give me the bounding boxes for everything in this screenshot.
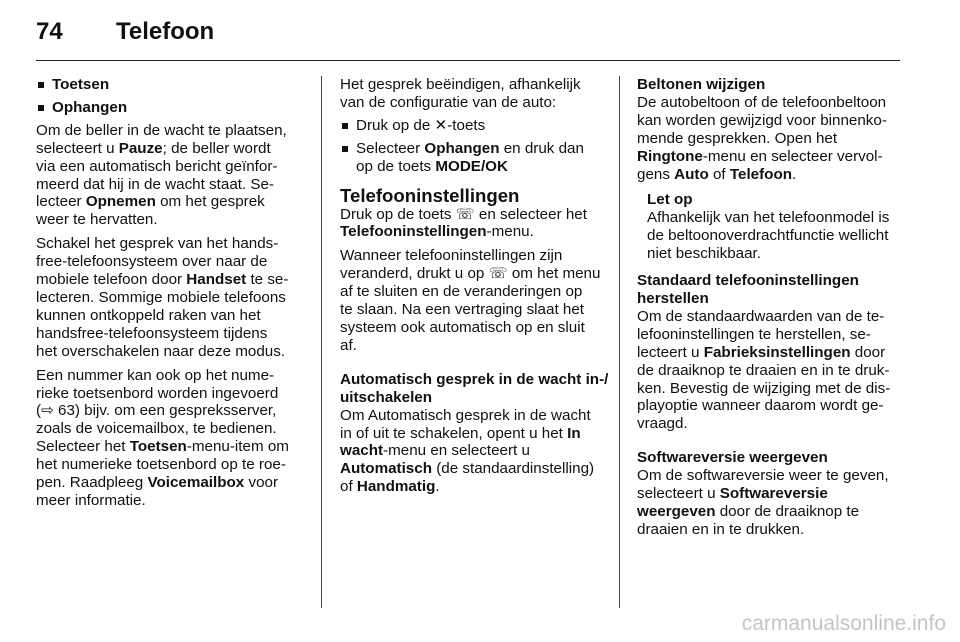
section-heading-telefooninstellingen: Telefooninstellingen bbox=[340, 184, 520, 206]
phone-icon: ☏ bbox=[455, 204, 475, 223]
header-rule bbox=[36, 60, 900, 61]
page-title: Telefoon bbox=[116, 18, 215, 45]
paragraph-software-version: Om de softwareversie weer te geven, selecteert u Softwareversie weergeven door de draaiknop te draaien en in te drukken. bbox=[637, 467, 889, 538]
paragraph-open-settings: Druk op de toets ☏ en selecteer het Telefooninstellingen-menu. bbox=[340, 204, 587, 241]
column-1 bbox=[36, 76, 316, 510]
bullet-item-toetsen: Toetsen bbox=[36, 76, 316, 94]
bullet-item-select-ophangen: Selecteer Ophangen en druk dan op de toets MODE/OK bbox=[340, 140, 610, 176]
column-2 bbox=[340, 76, 610, 496]
subheading-software-version: Softwareversie weergeven bbox=[637, 449, 828, 467]
subheading-auto-hold: Automatisch gesprek in de wacht in-/ uitschakelen bbox=[340, 370, 609, 406]
column-divider-2 bbox=[619, 76, 620, 608]
paragraph-keypad: Een nummer kan ook op het nume- rieke toetsenbord worden ingevoerd (⇨ 63) bijv. om een gespreksserver, zoals de voicemailbox, te bedienen. Selecteer het Toetsen-menu-item om het numerieke toetsenbord op te roe- pen. Raadpleeg Voicemailbox voor meer informatie. bbox=[36, 366, 289, 509]
bullet-square-icon bbox=[342, 146, 348, 152]
paragraph-save-settings: Wanneer telefooninstellingen zijn veranderd, drukt u op ☏ om het menu af te sluiten en de veranderingen op te slaan. Na een vertraging slaat het systeem ook automatisch op en sluit af. bbox=[340, 247, 601, 354]
column-divider-1 bbox=[321, 76, 322, 608]
page-number: 74 bbox=[36, 18, 63, 45]
subheading-restore-defaults: Standaard telefooninstellingen herstellen bbox=[637, 272, 859, 307]
hang-up-icon: ✕ bbox=[434, 115, 448, 134]
bullet-square-icon bbox=[38, 82, 44, 88]
paragraph-end-call: Het gesprek beëindigen, afhankelijk van de configuratie van de auto: bbox=[340, 76, 581, 111]
bullet-square-icon bbox=[342, 123, 348, 129]
phone-icon: ☏ bbox=[488, 264, 508, 283]
note-title: Let op bbox=[647, 191, 693, 209]
note-box: Let op Afhankelijk van het telefoonmodel is de beltoonoverdrachtfunctie wellicht niet beschikbaar. bbox=[637, 191, 917, 263]
bullet-item-press-key: Druk op de ✕-toets bbox=[340, 117, 610, 135]
paragraph-hold-call: Om de beller in de wacht te plaatsen, selecteert u Pauze; de beller wordt via een automatisch bericht geïnfor- meerd dat hij in de wacht staat. Se- lecteer Opnemen om het gesprek weer te hervatten. bbox=[36, 121, 287, 229]
paragraph-ringtones: De autobeltoon of de telefoonbeltoon kan worden gewijzigd voor binnenko- mende gesprekken. Open het Ringtone-menu en selecteer vervol- gens Auto of Telefoon. bbox=[637, 93, 887, 183]
paragraph-handset: Schakel het gesprek van het hands- free-telefoonsysteem over naar de mobiele telefoon door Handset te se- lecteren. Sommige mobiele telefoons kunnen ontkoppeld raken van het handsfree-telefoonsysteem tijdens het overschakelen naar deze modus. bbox=[36, 235, 289, 360]
page-reference-arrow-icon: ⇨ bbox=[41, 401, 54, 420]
paragraph-restore-defaults: Om de standaardwaarden van de te- lefooninstellingen te herstellen, se- lecteert u Fabrieksinstellingen door de draaiknop te draaien en in te druk- ken. Bevestig de wijziging met de dis- playoptie wanneer daarom wordt ge- vraagd. bbox=[637, 307, 891, 433]
watermark: carmanualsonline.info bbox=[741, 612, 946, 635]
subheading-ringtones: Beltonen wijzigen bbox=[637, 76, 766, 93]
paragraph-auto-hold: Om Automatisch gesprek in de wacht in of uit te schakelen, opent u het In wacht-menu en selecteert u Automatisch (de standaardinstelling) of Handmatig. bbox=[340, 406, 595, 496]
column-3 bbox=[637, 76, 917, 539]
bullet-item-ophangen: Ophangen bbox=[36, 99, 316, 117]
bullet-square-icon bbox=[38, 105, 44, 111]
